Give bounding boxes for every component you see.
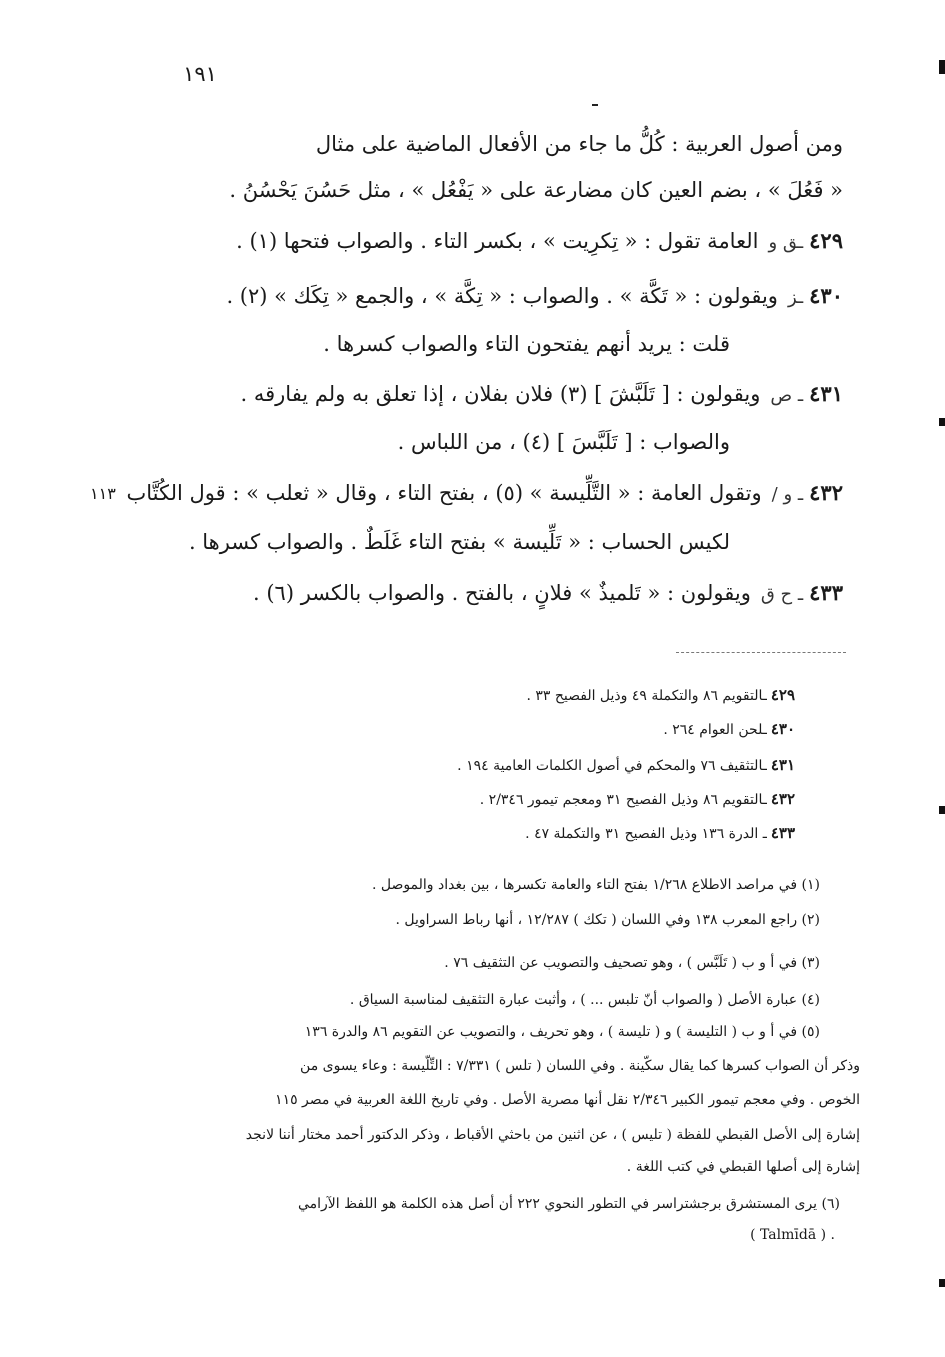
entry-text: ويقولون : « تَكَّة » . والصواب : « تِكَّة » ، والجمع « تِكَك » (٢) . (226, 284, 778, 308)
reference-line (457, 758, 795, 773)
entry-text: وتقول العامة : « التَّلِّيسة » (٥) ، بفتح التاء ، وقال « ثعلب » : قول الكُتَّاب (126, 481, 762, 505)
footnote: (٣) في أ و ب ( تَلَبَّس ) ، وهو تصحيف والتصويب عن التثقيف ٧٦ . (444, 955, 820, 971)
footnote-continuation: . ( Talmīdā ) (750, 1227, 835, 1243)
reference-number: ٤٣١ (770, 756, 795, 774)
entry-430 (226, 285, 843, 307)
footnote-separator (676, 652, 846, 653)
entry-number: ٤٣١ (809, 381, 843, 406)
entry-text: ويقولون : [ تَلَبَّشَ ] (٣) فلان بفلان ، إذا تعلق به ولم يفارقه . (240, 382, 761, 406)
entry-432-cont: لكيس الحساب : « تَلِّيسة » بفتح التاء غَلَطٌ . والصواب كسرها . (188, 530, 730, 554)
reference-number: ٤٢٩ (770, 686, 795, 704)
scan-edge-mark (939, 60, 945, 74)
page-number: ١٩١ (183, 62, 217, 86)
scan-edge-mark (939, 806, 945, 814)
ink-mark (592, 104, 598, 106)
entry-tag: ـز (787, 287, 804, 308)
entry-433 (253, 582, 843, 604)
margin-number: ١١٣ (90, 484, 116, 503)
reference-line (663, 722, 795, 737)
entry-431 (241, 383, 844, 405)
entry-tag: ـ و / (771, 484, 804, 505)
reference-text: ـالتثقيف ٧٦ والمحكم في أصول الكلمات العامية ١٩٤ . (457, 758, 767, 774)
reference-line (480, 792, 795, 807)
entry-432 (127, 482, 843, 504)
intro-line: « فَعُلَ » ، بضم العين كان مضارعة على « يَفْعُل » ، مثل حَسُنَ يَحْسُنُ . (229, 178, 843, 202)
entry-429 (236, 230, 843, 252)
scan-edge-mark (939, 1279, 945, 1287)
entry-tag: ـق و (768, 232, 804, 253)
footnote: (٥) في أ و ب ( التليسة ) و ( تليسة ) ، وهو تحريف ، والتصويب عن التقويم ٨٦ والدرة ١٣٦ (304, 1024, 820, 1040)
footnote: (١) في مراصد الاطلاع ١/٢٦٨ بفتح التاء والعامة تكسرها ، بين بغداد والموصل . (371, 877, 820, 893)
footnote-continuation: إشارة إلى أصلها القبطي في كتب اللغة . (626, 1159, 860, 1175)
footnote-continuation: الخوص . وفي معجم تيمور الكبير ٢/٣٤٦ نقل أنها مصرية الأصل . وفي تاريخ اللغة العربية في مصر ١١٥ (275, 1092, 860, 1108)
scan-edge-mark (939, 418, 945, 426)
reference-line (526, 688, 795, 703)
reference-text: ـلحن العوام ٢٦٤ . (663, 722, 767, 738)
reference-number: ٤٣٣ (770, 824, 795, 842)
footnote: (٤) عبارة الأصل ( والصواب أنّ تلبس ... ) ، وأثبت عبارة التثقيف لمناسبة السياق . (349, 992, 820, 1008)
entry-number: ٤٣٣ (809, 580, 843, 605)
footnote-continuation: وذكر أن الصواب كسرها كما يقال سكّينة . وفي اللسان ( تلس ) ٧/٣٣١ : التِّلّيسة : وعاء يسوى من (300, 1058, 860, 1074)
reference-text: ـالتقويم ٨٦ والتكملة ٤٩ وذيل الفصيح ٣٣ . (526, 688, 767, 704)
footnote: (٢) راجع المعرب ١٣٨ وفي اللسان ( تكك ) ١٢/٢٨٧ ، أنها رباط السراويل . (395, 912, 820, 928)
entry-tag: ـ ص (770, 385, 804, 406)
entry-text: العامة تقول : « تِكرِيت » ، بكسر التاء . والصواب فتحها (١) . (236, 229, 759, 253)
entry-number: ٤٣٢ (809, 480, 843, 505)
entry-number: ٤٢٩ (809, 228, 843, 253)
reference-text: ـ الدرة ١٣٦ وذيل الفصيح ٣١ والتكملة ٤٧ . (525, 826, 767, 842)
reference-line (525, 826, 795, 841)
reference-text: ـالتقويم ٨٦ وذيل الفصيح ٣١ ومعجم تيمور ٢/٣٤٦ . (479, 792, 767, 808)
footnote-continuation: إشارة إلى الأصل القبطي للفظة ( تليس ) ، عن اثنين من باحثي الأقباط ، وذكر الدكتور أحمد مختار أننا لانجد (245, 1127, 860, 1143)
entry-430-cont: قلت : يريد أنهم يفتحون التاء والصواب كسرها . (323, 332, 730, 356)
entry-tag: ـ ح ق (760, 584, 804, 605)
reference-number: ٤٣٠ (770, 720, 795, 738)
intro-line: ومن أصول العربية : كُلُّ ما جاء من الأفعال الماضية على مثال (315, 132, 843, 156)
reference-number: ٤٣٢ (770, 790, 795, 808)
entry-text: ويقولون : « تَلميذٌ » فلانٍ ، بالفتح . والصواب بالكسر (٦) . (253, 581, 751, 605)
footnote: (٦) يرى المستشرق برجشتراسر في التطور النحوي ٢٢٢ أن أصل هذه الكلمة هو اللفظ الآرامي (297, 1196, 840, 1212)
entry-431-cont: والصواب : [ تَلَبَّسَ ] (٤) ، من اللباس . (397, 430, 730, 454)
entry-number: ٤٣٠ (809, 283, 843, 308)
